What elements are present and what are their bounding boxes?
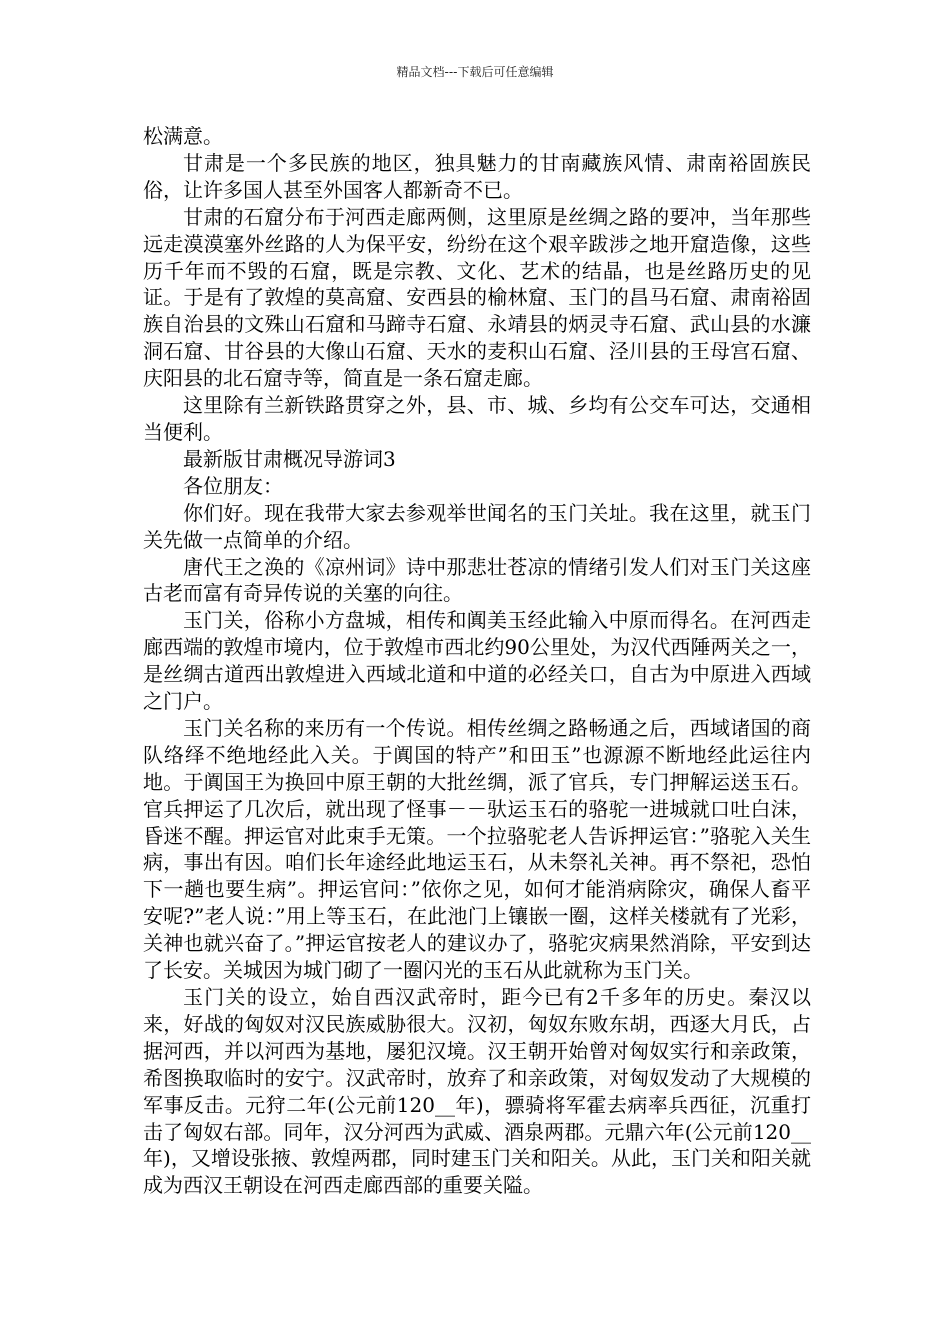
- paragraph-history: 玉门关的设立，始自西汉武帝时，距今已有2千多年的历史。秦汉以来，好战的匈奴对汉民族威胁很大。汉初，匈奴东败东胡，西逐大月氏，占据河西，并以河西为基地，屡犯汉境。汉王朝开始曾对匈奴实行和亲政策，希图换取临时的安宁。汉武帝时，放弃了和亲政策，对匈奴发动了大规模的军事反击。元狩二年(公元前120__年)，骠骑将军霍去病率兵西征，沉重打击了匈奴右部。同年，汉分河西为武威、酒泉两郡。元鼎六年(公元前120__年)，又增设张掖、敦煌两郡，同时建玉门关和阳关。从此，玉门关和阳关就成为西汉王朝设在河西走廊西部的重要关隘。: [143, 985, 811, 1198]
- page-header: 精品文档---下载后可任意编辑: [396, 65, 554, 79]
- paragraph-location: 玉门关，俗称小方盘城，相传和阗美玉经此输入中原而得名。在河西走廊西端的敦煌市境内，位于敦煌市西北约90公里处，为汉代西陲两关之一，是丝绸古道西出敦煌进入西域北道和中道的必经关口，自古为中原进入西域之门户。: [143, 608, 811, 714]
- document-body: [143, 123, 811, 1199]
- paragraph-ethnic-customs: 甘肃是一个多民族的地区，独具魅力的甘南藏族风情、肃南裕固族民俗，让许多国人甚至外国客人都新奇不已。: [143, 150, 811, 202]
- paragraph-continuation: 松满意。: [143, 124, 223, 148]
- paragraph-transport: 这里除有兰新铁路贯穿之外，县、市、城、乡均有公交车可达，交通相当便利。: [143, 393, 811, 444]
- paragraph-grottoes: 甘肃的石窟分布于河西走廊两侧，这里原是丝绸之路的要冲，当年那些远走漠漠塞外丝路的人为保平安，纷纷在这个艰辛跋涉之地开窟造像，这些历千年而不毁的石窟，既是宗教、文化、艺术的结晶，也是丝路历史的见证。于是有了敦煌的莫高窟、安西县的榆林窟、玉门的昌马石窟、肃南裕固族自治县的文殊山石窟和马蹄寺石窟、永靖县的炳灵寺石窟、武山县的水濂洞石窟、甘谷县的大像山石窟、天水的麦积山石窟、泾川县的王母宫石窟、庆阳县的北石窟寺等，简直是一条石窟走廊。: [143, 204, 811, 391]
- paragraph-poem: 唐代王之涣的《凉州词》诗中那悲壮苍凉的情绪引发人们对玉门关这座古老而富有奇异传说的关塞的向往。: [143, 554, 811, 606]
- paragraph-greeting: 各位朋友：: [183, 473, 283, 498]
- paragraph-legend: 玉门关名称的来历有一个传说。相传丝绸之路畅通之后，西域诸国的商队络绎不绝地经此入关。于阗国的特产”和田玉”也源源不断地经此运往内地。于阗国王为换回中原王朝的大批丝绸，派了官兵，专门押解运送玉石。官兵押运了几次后，就出现了怪事－－驮运玉石的骆驼一进城就口吐白沫，昏迷不醒。押运官对此束手无策。一个拉骆驼老人告诉押运官：”骆驼入关生病，事出有因。咱们长年途经此地运玉石，从未祭礼关神。再不祭祀，恐怕下一趟也要生病”。押运官问：”依你之见，如何才能消病除灾，确保人畜平安呢?”老人说：”用上等玉石，在此池门上镶嵌一圈，这样关楼就有了光彩，关神也就兴奋了。”押运官按老人的建议办了，骆驼灾病果然消除，平安到达了长安。关城因为城门砌了一圈闪光的玉石从此就称为玉门关。: [143, 715, 811, 983]
- section-heading: 最新版甘肃概况导游词3: [183, 446, 396, 471]
- paragraph-intro: 你们好。现在我带大家去参观举世闻名的玉门关址。我在这里，就玉门关先做一点简单的介绍。: [143, 500, 811, 552]
